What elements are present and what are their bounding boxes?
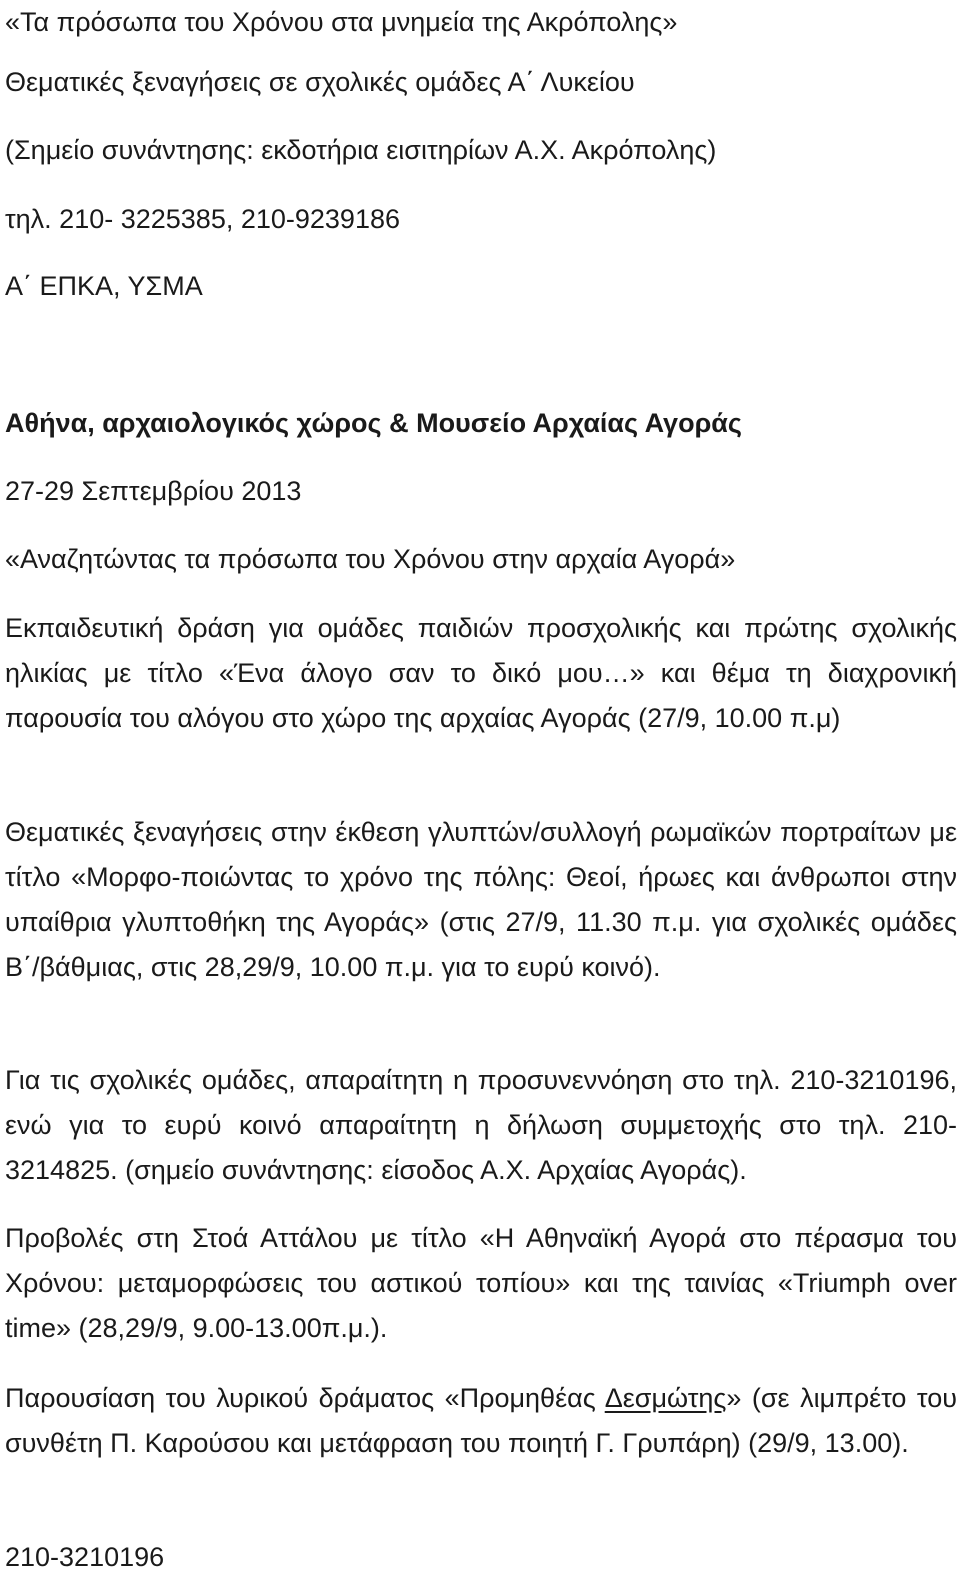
section-heading: Αθήνα, αρχαιολογικός χώρος & Μουσείο Αρχαίας Αγοράς <box>5 408 742 438</box>
acropolis-title-line: «Τα πρόσωπα του Χρόνου στα μνημεία της Ακρόπολης» <box>5 7 678 37</box>
acropolis-subtitle-line: Θεματικές ξεναγήσεις σε σχολικές ομάδες Α΄ Λυκείου <box>5 67 635 97</box>
lyric-drama-text-start: Παρουσίαση του λυρικού δράματος «Προμηθέας <box>5 1383 605 1413</box>
lyric-drama-text-end: » (σε λιμπρέτο του συνθέτη Π. Καρούσου και μετάφραση του ποιητή Γ. Γρυπάρη) (29/9, 13.00). <box>5 1383 957 1458</box>
event-title: «Αναζητώντας τα πρόσωπα του Χρόνου στην αρχαία Αγορά» <box>5 544 736 574</box>
paragraph-screenings: Προβολές στη Στοά Αττάλου με τίτλο «Η Αθηναϊκή Αγορά στο πέρασμα του Χρόνου: μεταμορφώσεις του αστικού τοπίου» και της ταινίας «Triumph over time» (28,29/9, 9.00-13.00π.μ.). <box>5 1223 957 1343</box>
paragraph-educational-activity: Εκπαιδευτική δράση για ομάδες παιδιών προσχολικής και πρώτης σχολικής ηλικίας με τίτλο «Ένα άλογο σαν το δικό μου…» και θέμα τη διαχρονική παρουσία του αλόγου στο χώρο της αρχαίας Αγοράς (27/9, 10.00 π.μ) <box>5 613 957 733</box>
footer-phone: 210-3210196 <box>5 1542 165 1572</box>
phone-line: τηλ. 210- 3225385, 210-9239186 <box>5 204 400 234</box>
paragraph-thematic-tours: Θεματικές ξεναγήσεις στην έκθεση γλυπτών/συλλογή ρωμαϊκών πορτραίτων με τίτλο «Μορφο-ποιώντας το χρόνο της πόλης: Θεοί, ήρωες και άνθρωποι στην υπαίθρια γλυπτοθήκη της Αγοράς» (στις 27/9, 11.30 π.μ. για σχολικές ομάδες Β΄/βάθμιας, στις 28,29/9, 10.00 π.μ. για το ευρύ κοινό). <box>5 817 957 982</box>
paragraph-booking-info: Για τις σχολικές ομάδες, απαραίτητη η προσυνεννόηση στο τηλ. 210-3210196, ενώ για το ευρύ κοινό απαραίτητη η δήλωση συμμετοχής στο τηλ. 210-3214825. (σημείο συνάντησης: είσοδος Α.Χ. Αρχαίας Αγοράς). <box>5 1065 957 1185</box>
meeting-point-line: (Σημείο συνάντησης: εκδοτήρια εισιτηρίων Α.Χ. Ακρόπολης) <box>5 135 717 165</box>
lyric-drama-title-underlined: Δεσμώτης <box>604 1383 727 1413</box>
paragraph-lyric-drama <box>5 1376 957 1466</box>
organization-line: Α΄ ΕΠΚΑ, ΥΣΜΑ <box>5 271 203 301</box>
section-dates: 27-29 Σεπτεμβρίου 2013 <box>5 476 302 506</box>
